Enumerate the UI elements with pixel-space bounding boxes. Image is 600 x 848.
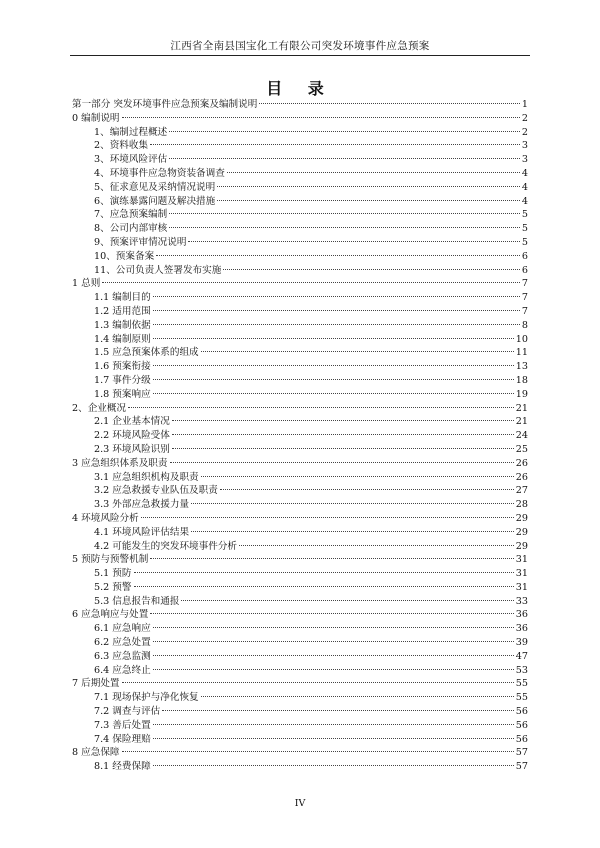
toc-entry-label: 5 预防与预警机制 — [72, 554, 149, 566]
toc-entry[interactable] — [72, 595, 528, 609]
toc-entry-page: 57 — [515, 747, 528, 759]
toc-dot-leader — [162, 710, 514, 711]
toc-entry[interactable] — [72, 167, 528, 181]
toc-entry-page: 36 — [515, 623, 528, 635]
toc-dot-leader — [128, 407, 514, 408]
toc-dot-leader — [169, 227, 520, 228]
toc-dot-leader — [153, 393, 514, 394]
toc-dot-leader — [172, 420, 514, 421]
toc-entry[interactable] — [72, 443, 528, 457]
toc-entry-label: 3、环境风险评估 — [94, 154, 168, 166]
toc-entry[interactable] — [72, 512, 528, 526]
toc-entry-label: 6.4 应急终止 — [94, 664, 151, 676]
toc-entry-label: 4.1 环境风险评估结果 — [94, 526, 190, 538]
toc-entry-page: 36 — [515, 609, 528, 621]
toc-entry[interactable] — [72, 636, 528, 650]
toc-entry-page: 26 — [515, 457, 528, 469]
toc-entry-page: 55 — [515, 678, 528, 690]
toc-dot-leader — [181, 600, 513, 601]
toc-entry-label: 1.3 编制依据 — [94, 319, 151, 331]
toc-dot-leader — [153, 641, 514, 642]
toc-dot-leader — [201, 476, 514, 477]
toc-entry-page: 56 — [515, 733, 528, 745]
toc-dot-leader — [217, 200, 520, 201]
toc-entry[interactable] — [72, 553, 528, 567]
toc-entry-page: 24 — [515, 430, 528, 442]
toc-entry-label: 1.6 预案衔接 — [94, 361, 151, 373]
toc-entry-label: 1.4 编制原则 — [94, 333, 151, 345]
toc-entry-label: 2.1 企业基本情况 — [94, 416, 170, 428]
toc-dot-leader — [150, 613, 513, 614]
toc-entry-page: 10 — [515, 333, 528, 345]
toc-entry[interactable] — [72, 415, 528, 429]
toc-entry[interactable] — [72, 746, 528, 760]
toc-entry-label: 2.2 环境风险受体 — [94, 430, 170, 442]
toc-entry-page: 5 — [521, 209, 528, 221]
toc-entry-page: 56 — [515, 706, 528, 718]
toc-entry[interactable] — [72, 98, 528, 112]
toc-entry-page: 31 — [515, 568, 528, 580]
toc-entry-label: 1.7 事件分级 — [94, 374, 151, 386]
toc-entry-label: 1.1 编制目的 — [94, 292, 151, 304]
toc-dot-leader — [153, 738, 514, 739]
toc-entry-page: 53 — [515, 664, 528, 676]
page-title: 目 录 — [266, 79, 334, 98]
toc-dot-leader — [122, 682, 514, 683]
toc-dot-leader — [169, 131, 520, 132]
toc-entry-page: 26 — [515, 471, 528, 483]
toc-entry-page: 33 — [515, 595, 528, 607]
toc-dot-leader — [169, 158, 520, 159]
toc-entry-page: 7 — [521, 278, 528, 290]
toc-dot-leader — [153, 296, 520, 297]
toc-entry-label: 6.3 应急监测 — [94, 650, 151, 662]
toc-dot-leader — [153, 379, 514, 380]
toc-dot-leader — [141, 517, 514, 518]
toc-entry[interactable] — [72, 139, 528, 153]
toc-entry-page: 6 — [521, 250, 528, 262]
toc-entry-page: 4 — [521, 167, 528, 179]
toc-entry-page: 29 — [515, 540, 528, 552]
toc-entry[interactable] — [72, 222, 528, 236]
toc-entry[interactable] — [72, 471, 528, 485]
toc-dot-leader — [153, 669, 514, 670]
toc-entry-label: 1 总则 — [72, 278, 101, 290]
toc-entry[interactable] — [72, 457, 528, 471]
toc-dot-leader — [172, 434, 514, 435]
toc-dot-leader — [172, 448, 514, 449]
table-of-contents — [72, 98, 528, 774]
toc-entry-label: 8 应急保障 — [72, 747, 120, 759]
toc-entry-label: 3.2 应急救援专业队伍及职责 — [94, 485, 218, 497]
toc-entry-label: 4、环境事件应急物资装备调查 — [94, 167, 225, 179]
toc-entry-label: 5.3 信息报告和通报 — [94, 595, 180, 607]
toc-entry-page: 31 — [515, 581, 528, 593]
toc-entry[interactable] — [72, 346, 528, 360]
toc-entry[interactable] — [72, 760, 528, 774]
toc-entry-page: 3 — [521, 140, 528, 152]
toc-entry-page: 29 — [515, 526, 528, 538]
toc-entry-page: 2 — [521, 126, 528, 138]
toc-entry-label: 10、预案备案 — [94, 250, 155, 262]
toc-entry[interactable] — [72, 567, 528, 581]
toc-entry-page: 4 — [521, 195, 528, 207]
toc-dot-leader — [156, 255, 520, 256]
toc-entry-label: 11、公司负责人签署发布实施 — [94, 264, 222, 276]
toc-dot-leader — [153, 365, 514, 366]
toc-entry-label: 9、预案评审情况说明 — [94, 236, 187, 248]
toc-entry-label: 8、公司内部审核 — [94, 223, 168, 235]
toc-dot-leader — [227, 172, 520, 173]
toc-dot-leader — [153, 724, 514, 725]
toc-entry-label: 3 应急组织体系及职责 — [72, 457, 168, 469]
header-rule — [70, 55, 530, 56]
toc-entry[interactable] — [72, 319, 528, 333]
toc-entry[interactable] — [72, 153, 528, 167]
toc-dot-leader — [150, 558, 513, 559]
toc-entry-page: 55 — [515, 692, 528, 704]
toc-entry-page: 19 — [515, 388, 528, 400]
toc-entry-page: 1 — [521, 99, 528, 110]
toc-dot-leader — [102, 282, 520, 283]
toc-dot-leader — [170, 462, 514, 463]
toc-entry[interactable] — [72, 484, 528, 498]
toc-entry[interactable] — [72, 622, 528, 636]
toc-dot-leader — [223, 269, 520, 270]
toc-entry[interactable] — [72, 498, 528, 512]
toc-entry[interactable] — [72, 291, 528, 305]
toc-entry[interactable] — [72, 236, 528, 250]
toc-dot-leader — [153, 310, 520, 311]
toc-dot-leader — [153, 765, 514, 766]
toc-entry-page: 8 — [521, 319, 528, 331]
toc-entry[interactable] — [72, 608, 528, 622]
toc-entry-label: 2、资料收集 — [94, 140, 149, 152]
toc-entry[interactable] — [72, 677, 528, 691]
toc-entry-label: 7.4 保险理赔 — [94, 733, 151, 745]
toc-entry-page: 13 — [515, 361, 528, 373]
toc-entry-label: 7.1 现场保护与净化恢复 — [94, 692, 199, 704]
toc-entry-label: 5、征求意见及采纳情况说明 — [94, 181, 216, 193]
toc-entry-label: 6.1 应急响应 — [94, 623, 151, 635]
toc-entry[interactable] — [72, 360, 528, 374]
page-number: IV — [294, 798, 306, 809]
toc-entry-page: 56 — [515, 719, 528, 731]
toc-entry[interactable] — [72, 374, 528, 388]
toc-entry-label: 1.2 适用范围 — [94, 305, 151, 317]
toc-dot-leader — [153, 324, 520, 325]
toc-dot-leader — [153, 655, 514, 656]
toc-entry-page: 47 — [515, 650, 528, 662]
toc-dot-leader — [122, 751, 514, 752]
toc-dot-leader — [239, 545, 514, 546]
toc-dot-leader — [134, 586, 514, 587]
toc-dot-leader — [201, 696, 514, 697]
running-header: 江西省全南县国宝化工有限公司突发环境事件应急预案 — [170, 40, 430, 52]
toc-entry[interactable] — [72, 540, 528, 554]
toc-entry[interactable] — [72, 388, 528, 402]
toc-dot-leader — [220, 489, 514, 490]
toc-dot-leader — [217, 186, 520, 187]
toc-entry-label: 7.2 调查与评估 — [94, 706, 161, 718]
toc-entry-label: 1、编制过程概述 — [94, 126, 168, 138]
toc-dot-leader — [191, 531, 514, 532]
toc-entry[interactable] — [72, 195, 528, 209]
toc-entry-label: 4 环境风险分析 — [72, 512, 139, 524]
toc-entry-label: 6.2 应急处置 — [94, 637, 151, 649]
toc-entry-page: 11 — [515, 347, 528, 359]
toc-entry-page: 5 — [521, 236, 528, 248]
toc-entry-label: 2.3 环境风险识别 — [94, 443, 170, 455]
toc-entry[interactable] — [72, 581, 528, 595]
toc-entry-page: 2 — [521, 112, 528, 124]
toc-entry-label: 3.1 应急组织机构及职责 — [94, 471, 199, 483]
toc-entry-page: 28 — [515, 499, 528, 511]
toc-entry-page: 39 — [515, 637, 528, 649]
toc-entry[interactable] — [72, 277, 528, 291]
toc-entry-label: 1.5 应急预案体系的组成 — [94, 347, 199, 359]
toc-dot-leader — [188, 241, 519, 242]
toc-entry-label: 第一部分 突发环境事件应急预案及编制说明 — [72, 99, 258, 110]
toc-entry-page: 6 — [521, 264, 528, 276]
toc-entry[interactable] — [72, 181, 528, 195]
toc-entry[interactable] — [72, 264, 528, 278]
toc-entry[interactable] — [72, 650, 528, 664]
toc-dot-leader — [259, 103, 520, 104]
toc-entry[interactable] — [72, 112, 528, 126]
toc-entry-page: 21 — [515, 402, 528, 414]
toc-entry-page: 21 — [515, 416, 528, 428]
toc-entry-page: 7 — [521, 292, 528, 304]
toc-entry[interactable] — [72, 429, 528, 443]
toc-dot-leader — [150, 144, 520, 145]
toc-entry-label: 7、应急预案编制 — [94, 209, 168, 221]
toc-entry[interactable] — [72, 719, 528, 733]
toc-entry-label: 5.2 预警 — [94, 581, 132, 593]
toc-dot-leader — [134, 572, 514, 573]
toc-entry-page: 57 — [515, 761, 528, 773]
toc-entry[interactable] — [72, 691, 528, 705]
toc-entry-label: 1.8 预案响应 — [94, 388, 151, 400]
toc-dot-leader — [201, 351, 514, 352]
toc-entry-label: 7 后期处置 — [72, 678, 120, 690]
toc-dot-leader — [122, 117, 520, 118]
toc-entry[interactable] — [72, 305, 528, 319]
toc-entry[interactable] — [72, 402, 528, 416]
toc-entry-page: 3 — [521, 154, 528, 166]
toc-entry-label: 5.1 预防 — [94, 568, 132, 580]
toc-dot-leader — [169, 213, 520, 214]
toc-entry-label: 6 应急响应与处置 — [72, 609, 149, 621]
toc-entry-page: 18 — [515, 374, 528, 386]
toc-dot-leader — [153, 338, 514, 339]
toc-entry-page: 5 — [521, 223, 528, 235]
toc-entry-label: 3.3 外部应急救援力量 — [94, 499, 190, 511]
toc-entry[interactable] — [72, 208, 528, 222]
toc-entry-page: 25 — [515, 443, 528, 455]
toc-entry[interactable] — [72, 733, 528, 747]
toc-entry-label: 0 编制说明 — [72, 112, 120, 124]
toc-entry-label: 6、演练暴露问题及解决措施 — [94, 195, 216, 207]
toc-entry-page: 4 — [521, 181, 528, 193]
toc-entry[interactable] — [72, 126, 528, 140]
toc-entry[interactable] — [72, 664, 528, 678]
toc-entry[interactable] — [72, 526, 528, 540]
toc-dot-leader — [153, 627, 514, 628]
toc-entry-page: 7 — [521, 305, 528, 317]
toc-entry-label: 8.1 经费保障 — [94, 761, 151, 773]
toc-entry-label: 2、企业概况 — [72, 402, 127, 414]
toc-dot-leader — [191, 503, 514, 504]
toc-entry-page: 29 — [515, 512, 528, 524]
toc-entry-label: 4.2 可能发生的突发环境事件分析 — [94, 540, 238, 552]
toc-entry-label: 7.3 善后处置 — [94, 719, 151, 731]
toc-entry[interactable] — [72, 705, 528, 719]
toc-entry[interactable] — [72, 333, 528, 347]
toc-entry-page: 31 — [515, 554, 528, 566]
toc-entry-page: 27 — [515, 485, 528, 497]
toc-entry[interactable] — [72, 250, 528, 264]
